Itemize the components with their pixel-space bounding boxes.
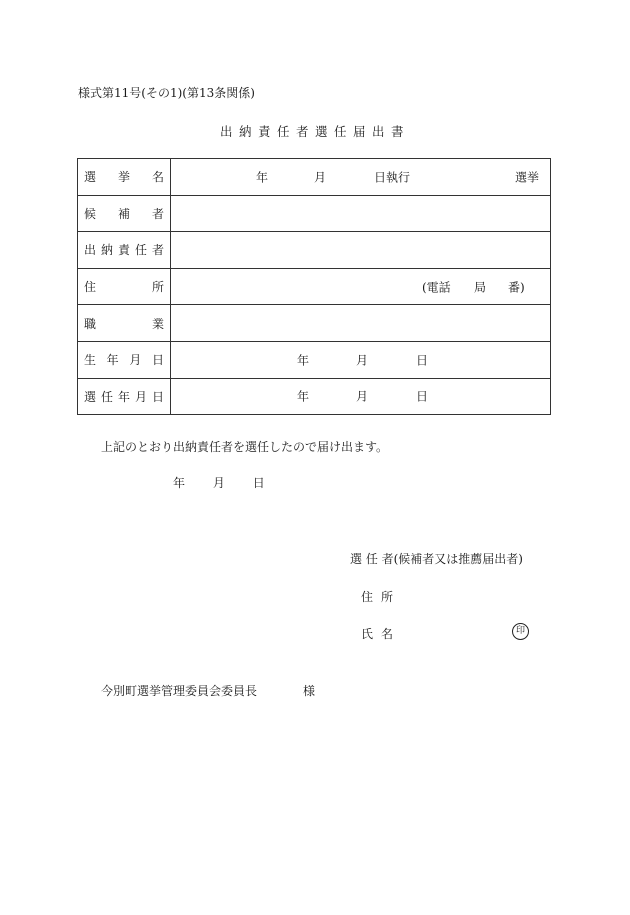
application-form-table xyxy=(77,158,551,415)
date-month: 月 xyxy=(212,476,225,490)
label-char: 任 xyxy=(134,243,147,258)
election-year: 年 xyxy=(256,170,269,185)
label-char: 挙 xyxy=(117,170,130,185)
addressee xyxy=(101,682,315,699)
label-char: 日 xyxy=(151,389,164,404)
label-candidate xyxy=(78,195,171,232)
value-candidate[interactable] xyxy=(171,195,551,232)
appointer-label: 選 任 者(候補者又は推薦届出者) xyxy=(350,552,523,566)
date-day: 日 xyxy=(252,476,265,490)
label-char: 者 xyxy=(151,243,164,258)
label-char: 所 xyxy=(151,280,164,295)
addressee-name: 今別町選挙管理委員会委員長 xyxy=(101,684,258,698)
statement-text: 上記のとおり出納責任者を選任したので届け出ます。 xyxy=(101,440,389,454)
label-birthdate xyxy=(78,341,171,378)
birth-day: 日 xyxy=(416,353,429,368)
table-row xyxy=(78,378,551,415)
addressee-honorific: 様 xyxy=(303,684,316,698)
label-char: 生 xyxy=(84,353,97,368)
table-row xyxy=(78,305,551,342)
label-char: 補 xyxy=(117,206,130,221)
label-char: 任 xyxy=(100,389,113,404)
label-char: 選 xyxy=(84,170,97,185)
phone-exchange: 局 xyxy=(474,280,487,295)
value-election-name[interactable] xyxy=(171,159,551,196)
value-treasurer[interactable] xyxy=(171,232,551,269)
appoint-day: 日 xyxy=(416,389,429,404)
phone-open: (電話 xyxy=(422,280,451,295)
form-number: 様式第11号(その1)(第13条関係) xyxy=(78,86,255,100)
label-char: 月 xyxy=(129,353,142,368)
label-char: 出 xyxy=(84,243,97,258)
label-appointment-date xyxy=(78,378,171,415)
submission-date[interactable] xyxy=(173,474,289,491)
phone-number: 番) xyxy=(508,280,525,295)
label-char: 責 xyxy=(117,243,130,258)
value-address[interactable] xyxy=(171,268,551,305)
label-char: 者 xyxy=(151,206,164,221)
appoint-year: 年 xyxy=(297,389,310,404)
label-char: 日 xyxy=(151,353,164,368)
label-char: 職 xyxy=(84,316,97,331)
label-election-name xyxy=(78,159,171,196)
table-row xyxy=(78,159,551,196)
document-title: 出納責任者選任届出書 xyxy=(219,124,410,139)
label-char: 納 xyxy=(100,243,113,258)
birth-year: 年 xyxy=(297,353,310,368)
value-occupation[interactable] xyxy=(171,305,551,342)
date-year: 年 xyxy=(173,476,186,490)
seal-icon: 印 xyxy=(512,623,529,640)
label-char: 名 xyxy=(151,170,164,185)
table-row xyxy=(78,341,551,378)
value-birthdate[interactable] xyxy=(171,341,551,378)
birth-month: 月 xyxy=(356,353,369,368)
election-suffix: 選挙 xyxy=(515,170,540,185)
label-char: 選 xyxy=(84,389,97,404)
election-month: 月 xyxy=(314,170,327,185)
label-char: 年 xyxy=(106,353,119,368)
value-appointment-date[interactable] xyxy=(171,378,551,415)
label-char: 月 xyxy=(134,389,147,404)
label-occupation xyxy=(78,305,171,342)
name-label: 氏名 xyxy=(361,627,402,641)
table-row xyxy=(78,232,551,269)
table-row xyxy=(78,268,551,305)
label-address xyxy=(78,268,171,305)
appoint-month: 月 xyxy=(356,389,369,404)
label-char: 年 xyxy=(117,389,130,404)
label-char: 業 xyxy=(151,316,164,331)
address-label: 住所 xyxy=(361,590,402,604)
label-treasurer xyxy=(78,232,171,269)
label-char: 候 xyxy=(84,206,97,221)
election-day: 日執行 xyxy=(374,170,411,185)
table-row xyxy=(78,195,551,232)
label-char: 住 xyxy=(84,280,97,295)
